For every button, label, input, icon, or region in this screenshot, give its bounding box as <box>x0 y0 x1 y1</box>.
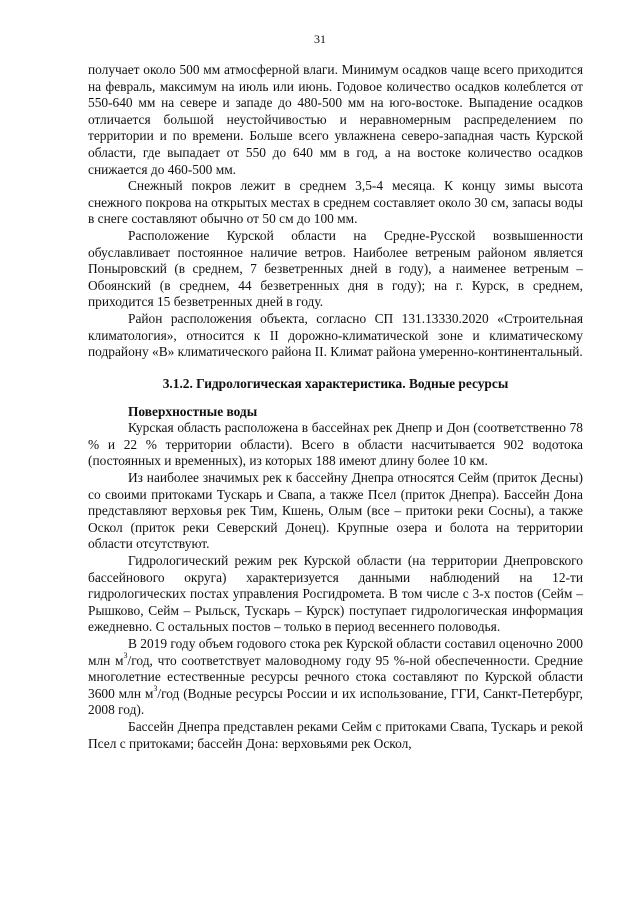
runoff-text-1: В 2019 году объем годового стока рек Курской области составил оценочно 2000 млн м <box>88 636 583 668</box>
document-body <box>88 62 583 752</box>
paragraph-precipitation: получает около 500 мм атмосферной влаги. Минимум осадков чаще всего приходится на февраль, максимум на июль или июнь. Годовое количество осадков колеблется от 550-640 мм на севере и западе до 480-500 мм на юго-востоке. Выпадение осадков отличается большой неустойчивостью и неравномерным распределением по территории и по времени. Больше всего увлажнена северо-западная часть Курской области, где выпадает от 550 до 640 мм в год, а на востоке количество осадков снижается до 460-500 мм. <box>88 62 583 177</box>
paragraph-basins: Курская область расположена в бассейнах рек Днепр и Дон (соответственно 78 % и 22 % территории области). Всего в области насчитывается 902 водотока (постоянных и временных), из которых 188 имеют длину более 10 км. <box>88 420 583 469</box>
paragraph-climate-zone: Район расположения объекта, согласно СП 131.13330.2020 «Строительная климатология», относится к II дорожно-климатической зоне и климатическому подрайону «В» климатического района II. Климат района умеренно-континентальный. <box>88 310 583 360</box>
paragraph-snow-cover: Снежный покров лежит в среднем 3,5-4 месяца. К концу зимы высота снежного покрова на открытых местах в среднем составляет около 30 см, запасы воды в снеге составляют обычно от 50 см до 100 мм. <box>88 178 583 227</box>
subsection-heading: Поверхностные воды <box>128 403 258 419</box>
superscript-3: 3 <box>123 651 128 661</box>
runoff-text-2: /год, что соответствует маловодному году 95 %-ной обеспеченности. Средние многолетние естественные ресурсы речного стока составляют по Курской области 3600 млн м <box>88 652 583 701</box>
runoff-text-3: /год (Водные ресурсы России и их использование, ГГИ, Санкт-Петербург, 2008 год). <box>88 685 583 718</box>
paragraph-rivers: Из наиболее значимых рек к бассейну Днепра относятся Сейм (приток Десны) со своими притоками Тускарь и Свапа, а также Псел (приток Днепра). Бассейн Дона представляют верховья рек Тим, Кшень, Олым (все – притоки реки Сосны), а также Оскол (приток реки Северский Донец). Крупные озера и болота на территории области отсутствуют. <box>88 470 583 552</box>
section-heading: 3.1.2. Гидрологическая характеристика. Водные ресурсы <box>162 375 509 391</box>
paragraph-runoff <box>88 636 583 719</box>
paragraph-hydrological-regime: Гидрологический режим рек Курской области (на территории Днепровского бассейнового округа) характеризуется данными наблюдений на 12-ти гидрологических постах управления Росгидромета. В том числе с 3-х постов (Сейм – Рышково, Сейм – Рыльск, Тускарь – Курск) поступает гидрологическая информация ежедневно. С остальных постов – только в период весеннего половодья. <box>88 553 583 635</box>
paragraph-dnieper-basin: Бассейн Днепра представлен реками Сейм с притоками Свапа, Тускарь и рекой Псел с притоками; бассейн Дона: верховьями рек Оскол, <box>88 718 583 751</box>
paragraph-winds: Расположение Курской области на Средне-Русской возвышенности обуславливает постоянное наличие ветров. Наиболее ветреным районом является Поныровский (в среднем, 7 безветренных дней в году), а наименее ветреным – Обоянский (в среднем, 44 безветренных дня в году); на г. Курск, в среднем, приходится 15 безветренных дней в году. <box>88 227 583 310</box>
superscript-3: 3 <box>153 684 158 694</box>
page-number: 31 <box>314 32 326 46</box>
